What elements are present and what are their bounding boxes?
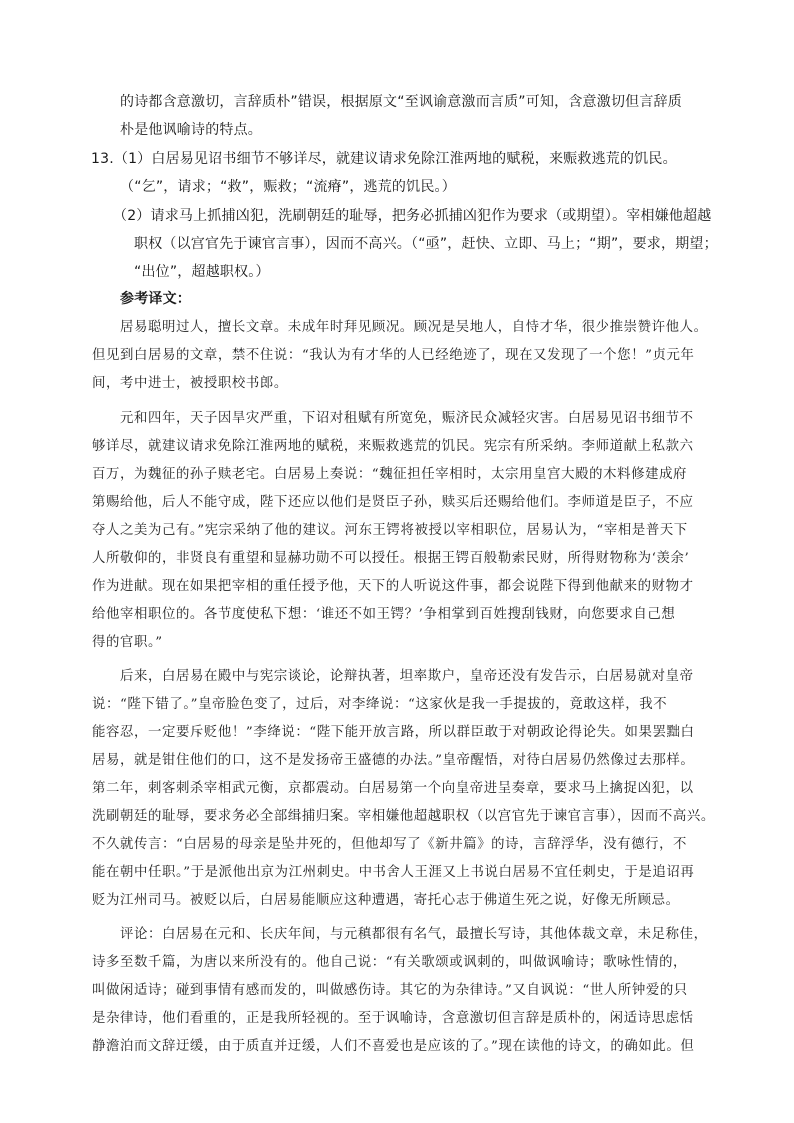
question-13-part-1-notes: （“乞”，请求；“救”，赈救；“流瘠”，逃荒的饥民。） bbox=[120, 179, 456, 195]
translation-p4-line: 静澹泊而文辞迂缓，由于质直并迂缓，人们不喜爱也是应该的了。”现在读他的诗文，的确如此。但 bbox=[92, 1039, 695, 1054]
translation-p4-line: 评论：白居易在元和、长庆年间，与元稹都很有名气，最擅长写诗，其他体裁文章，未足称佳， bbox=[120, 927, 708, 942]
translation-p4-line: 诗多至数千篇，为唐以来所没有的。他自己说：“有关歌颂或讽刺的，叫做讽喻诗；歌咏性情的， bbox=[92, 955, 688, 970]
question-13-part-2: （2）请求马上抓捕凶犯，洗刷朝廷的耻辱，把务必抓捕凶犯作为要求（或期望）。宰相嫌他超越 bbox=[113, 208, 712, 224]
question-13-part-2-notes: “出位”，超越职权。） bbox=[134, 264, 270, 280]
translation-p1-line: 但见到白居易的文章，禁不住说：“我认为有才华的人已经绝迹了，现在又发现了一个您！”贞元年 bbox=[92, 348, 695, 363]
translation-p4-line: 是杂律诗，他们看重的，正是我所轻视的。至于讽喻诗，含意激切但言辞是质朴的，闲适诗思虑恬 bbox=[92, 1011, 694, 1026]
translation-p3-line: 说：“陛下错了。”皇帝脸色变了，过后，对李绛说：“这家伙是我一手提拔的，竟敢这样，我不 bbox=[92, 697, 668, 712]
translation-p2-line: 百万，为魏征的孙子赎老宅。白居易上奏说：“魏征担任宰相时，太宗用皇宫大殿的木料修建成府 bbox=[92, 467, 688, 482]
translation-p2-line: 得的官职。” bbox=[92, 635, 163, 650]
translation-p3-line: 不久就传言：“白居易的母亲是坠井死的，但他却写了《新井篇》的诗，言辞浮华，没有德行，不 bbox=[92, 837, 688, 852]
translation-p2-line: 作为进献。现在如果把宰相的重任授予他，天下的人听说这件事，都会说陛下得到他献来的财物才 bbox=[92, 579, 694, 594]
answer-line-1: 的诗都含意激切，言辞质朴”错误，根据原文“至讽谕意激而言质”可知，含意激切但言辞质 bbox=[120, 94, 682, 110]
translation-p3-line: 能容忍，一定要斥贬他！”李绛说：“陛下能开放言路，所以群臣敢于对朝政论得论失。如果罢黜白 bbox=[92, 725, 695, 740]
translation-heading: 参考译文： bbox=[120, 291, 191, 307]
translation-p3-line: 后来，白居易在殿中与宪宗谈论，论辩执著，坦率欺户，皇帝还没有发告示，白居易就对皇帝 bbox=[120, 669, 694, 684]
translation-p2-line: 够详尽，就建议请求免除江淮两地的赋税，来赈救逃荒的饥民。宪宗有所采纳。李师道献上私款六 bbox=[92, 439, 694, 454]
question-13-part-1: 13.（1）白居易见诏书细节不够详尽，就建议请求免除江淮两地的赋税，来赈救逃荒的饥民。 bbox=[91, 151, 677, 167]
translation-p2-line: 元和四年，天子因旱灾严重，下诏对租赋有所宽免，赈济民众减轻灾害。白居易见诏书细节不 bbox=[120, 411, 694, 426]
translation-p2-line: 第赐给他，后人不能守成，陛下还应以他们是贤臣子孙，赎买后还赐给他们。李师道是臣子，不应 bbox=[92, 495, 694, 510]
translation-p1-line: 间，考中进士，被授职校书郎。 bbox=[92, 376, 288, 391]
translation-p2-line: 给他宰相职位的。各节度使私下想：‘谁还不如王锷？’争相掌到百姓搜刮钱财，向您要求自己想 bbox=[92, 607, 676, 622]
translation-p2-line: 夺人之美为己有。”宪宗采纳了他的建议。河东王锷将被授以宰相职位，居易认为，“宰相是普天下 bbox=[92, 523, 688, 538]
translation-p3-line: 贬为江州司马。被贬以后，白居易能顺应这种遭遇，寄托心志于佛道生死之说，好像无所顾忌。 bbox=[92, 893, 680, 908]
question-13-part-2-cont: 职权（以宫官先于谏官言事），因而不高兴。（“亟”，赶快、立即、马上；“期”，要求，期望； bbox=[134, 236, 718, 252]
translation-p1-line: 居易聪明过人，擅长文章。未成年时拜见顾况。顾况是吴地人，自恃才华，很少推崇赞许他人。 bbox=[120, 320, 708, 335]
translation-p4-line: 叫做闲适诗；碰到事情有感而发的，叫做感伤诗。其它的为杂律诗。”又自讽说：“世人所钟爱的只 bbox=[92, 983, 688, 998]
translation-p3-line: 洗刷朝廷的耻辱，要求务必全部缉捕归案。宰相嫌他超越职权（以宫官先于谏官言事），因而不高兴。 bbox=[92, 809, 715, 824]
translation-p3-line: 居易，就是钳住他们的口，这不是发扬帝王盛德的办法。”皇帝醒悟，对待白居易仍然像过去那样。 bbox=[92, 753, 695, 768]
translation-p2-line: 人所敬仰的，非贤良有重望和显赫功勋不可以授任。根据王锷百般勒索民财，所得财物称为‘羡余’ bbox=[92, 551, 690, 566]
answer-line-2: 朴是他讽喻诗的特点。 bbox=[120, 122, 262, 138]
translation-p3-line: 第二年，刺客刺杀宰相武元衡，京都震动。白居易第一个向皇帝进呈奏章，要求马上擒捉凶犯，以 bbox=[92, 781, 694, 796]
translation-p3-line: 能在朝中任职。”于是派他出京为江州刺史。中书舍人王涯又上书说白居易不宜任刺史，于是追诏再 bbox=[92, 865, 695, 880]
